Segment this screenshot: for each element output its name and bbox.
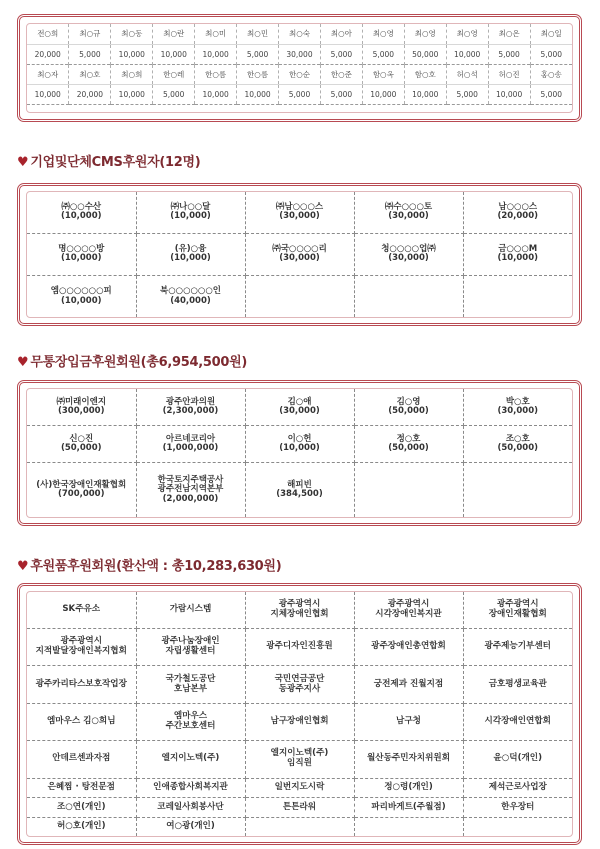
donor-cell [463, 389, 572, 425]
cms-donors-table [27, 192, 572, 317]
donor-name: 신○진 [69, 433, 94, 444]
sponsor-name: 광주광역시 지체장애인협회 [245, 592, 354, 628]
sponsor-name: 파리바게트(주월점) [354, 798, 463, 818]
donor-name-row [27, 24, 572, 44]
sponsor-name: 월산동주민자치위원회 [354, 741, 463, 778]
donor-name: 한○준 [320, 64, 362, 84]
donor-cell [354, 425, 463, 462]
sponsor-row [27, 817, 572, 836]
sponsor-name: 윤○덕(개인) [463, 741, 572, 778]
donor-amount: (10,000) [60, 211, 102, 222]
donor-cell [354, 233, 463, 275]
donor-cell [27, 389, 136, 425]
sponsor-row [27, 798, 572, 818]
donor-name: 정○호 [396, 433, 421, 444]
sponsor-name: 남구장애인협회 [245, 703, 354, 740]
sponsor-name: 남구청 [354, 703, 463, 740]
donor-amount: (2,300,000) [162, 405, 219, 416]
sponsor-name: 광주제능기부센터 [463, 628, 572, 665]
donor-amount: (1,000,000) [162, 443, 219, 454]
donor-name: 최○민 [237, 24, 279, 44]
donor-amount: 5,000 [530, 84, 572, 104]
sponsor-name: 여○광(개인) [136, 817, 245, 836]
donor-amount: 5,000 [320, 84, 362, 104]
donor-cell [27, 463, 136, 517]
sponsor-row [27, 741, 572, 778]
donor-name: 전○희 [37, 29, 59, 39]
sponsor-name: 은혜찜 · 탕전문점 [27, 778, 136, 798]
goods-donors-box [17, 583, 582, 845]
donor-amount: 30,000 [279, 44, 321, 64]
cms-donors-box [17, 183, 582, 326]
donor-name: (유)○융 [174, 244, 207, 255]
donor-name: 북○○○○○○인 [160, 286, 221, 297]
donor-amount: 10,000 [111, 84, 153, 104]
sponsor-name: 코레일사회봉사단 [136, 798, 245, 818]
donor-amount: (10,000) [60, 253, 102, 264]
sponsor-name: 일번지도시락 [245, 778, 354, 798]
donor-amount: 5,000 [530, 44, 572, 64]
donor-amount: (30,000) [279, 211, 320, 222]
sponsor-row [27, 666, 572, 703]
individual-donors-inner [26, 23, 573, 113]
donor-cell [354, 389, 463, 425]
donor-cell [245, 233, 354, 275]
donor-cell [136, 425, 245, 462]
donor-name: 최○희 [111, 64, 153, 84]
sponsor-name: 광주카리타스보호작업장 [27, 666, 136, 703]
donor-name: 이○헌 [287, 433, 312, 444]
donor-name: (사)한국장애인재활협회 [36, 479, 127, 490]
goods-donors-inner [26, 591, 573, 837]
sponsor-name: 시각장애인연합회 [463, 703, 572, 740]
donor-cell [245, 425, 354, 462]
donor-amount: (10,000) [497, 253, 539, 264]
sponsor-name [245, 817, 354, 836]
sponsor-name: 엘지이노텍(주) 임직원 [245, 741, 354, 778]
donor-name: 최○동 [111, 24, 153, 44]
donor-amount: 50,000 [404, 44, 446, 64]
sponsor-row [27, 778, 572, 798]
donor-name: 광주안과의원 [165, 396, 216, 407]
sponsor-name: 금호평생교육관 [463, 666, 572, 703]
section-title: 기업및단체CMS후원자(12명) [30, 155, 201, 170]
donor-cell [354, 192, 463, 233]
donor-amount: 10,000 [488, 84, 530, 104]
donor-amount: (50,000) [497, 443, 539, 454]
donor-name: 함○호 [404, 64, 446, 84]
donor-row [27, 425, 572, 462]
donor-amount: (50,000) [388, 443, 429, 454]
donor-amount: (30,000) [388, 211, 429, 222]
donor-amount: (384,500) [276, 489, 323, 500]
donor-name: 허○석 [446, 64, 488, 84]
sponsor-name: 엠마우스 김○희님 [27, 703, 136, 740]
donor-amount: (30,000) [497, 405, 539, 416]
donor-name: ㈜미래이엔지 [56, 396, 107, 407]
donor-cell [27, 233, 136, 275]
donor-amount-row [27, 84, 572, 104]
sponsor-name: 궁전제과 진월지점 [354, 666, 463, 703]
section-heading-cms [17, 151, 200, 170]
bank-donors-inner [26, 388, 573, 518]
donor-amount: 5,000 [237, 44, 279, 64]
sponsor-name: 국가철도공단 호남본부 [136, 666, 245, 703]
sponsor-name: 엘지이노텍(주) [136, 741, 245, 778]
donor-name: 청○○○○업㈜ [381, 244, 436, 255]
donor-amount: (300,000) [58, 405, 105, 416]
donor-cell [245, 463, 354, 517]
donor-cell [136, 389, 245, 425]
donor-amount: (50,000) [388, 405, 429, 416]
donor-cell [136, 463, 245, 517]
individual-donors-table [27, 24, 572, 105]
bank-donors-box [17, 380, 582, 526]
sponsor-row [27, 628, 572, 665]
donor-cell [27, 425, 136, 462]
sponsor-name: 허○호(개인) [27, 817, 136, 836]
donor-name: 최○영 [404, 24, 446, 44]
goods-donors-table [27, 592, 572, 836]
donor-name: 해피빈 [287, 479, 312, 490]
section-heading-bank [17, 351, 247, 370]
donor-amount: 10,000 [195, 44, 237, 64]
donor-cell [136, 276, 245, 317]
donor-name: ㈜국○○○○리 [272, 244, 327, 255]
sponsor-name: 광주나눔장애인 자립생활센터 [136, 628, 245, 665]
sponsor-name: 광주광역시 장애인재활협회 [463, 592, 572, 628]
section-title: 후원품후원회원(환산액 : 총10,283,630원) [30, 559, 282, 574]
sponsor-row [27, 592, 572, 628]
sponsor-name: 안데르센과자점 [27, 741, 136, 778]
donor-amount: 20,000 [69, 84, 111, 104]
donor-cell [27, 276, 136, 317]
donor-cell [245, 276, 354, 317]
donor-name: 아르네코리아 [165, 433, 216, 444]
donor-cell [463, 425, 572, 462]
donor-amount: 10,000 [111, 44, 153, 64]
donor-amount: (2,000,000) [162, 493, 219, 504]
donor-amount: 5,000 [320, 44, 362, 64]
section-title: 무통장입금후원회원(총6,954,500원) [30, 355, 247, 370]
section-heading-goods [17, 555, 281, 574]
sponsor-name: 제석근로사업장 [463, 778, 572, 798]
donor-amount: (30,000) [279, 405, 320, 416]
donor-name: 허○진 [488, 64, 530, 84]
donor-cell [463, 463, 572, 517]
bank-donors-table [27, 389, 572, 517]
donor-name: 김○애 [287, 396, 312, 407]
donor-name: 최○호 [69, 64, 111, 84]
donor-amount: (10,000) [170, 211, 211, 222]
donor-name-row [27, 64, 572, 84]
donor-amount: 10,000 [362, 84, 404, 104]
donor-amount: 5,000 [153, 84, 195, 104]
donor-amount: 10,000 [195, 84, 237, 104]
sponsor-name [354, 817, 463, 836]
donor-cell [463, 233, 572, 275]
donor-row [27, 276, 572, 317]
donor-cell [136, 192, 245, 233]
donor-name: 한○순 [279, 64, 321, 84]
donor-name: 한국토지주택공사 광주전남지역본부 [157, 475, 224, 495]
donor-name: 한○름 [237, 64, 279, 84]
donor-amount: 5,000 [69, 44, 111, 64]
donor-name: 조○호 [505, 433, 530, 444]
donor-name: 명○○○○방 [58, 244, 105, 255]
donor-amount: (10,000) [60, 295, 102, 306]
sponsor-name: 한우장터 [463, 798, 572, 818]
heart-icon: ♥ [17, 355, 29, 370]
donor-amount: (10,000) [170, 253, 211, 264]
sponsor-name: 광주장애인총연합회 [354, 628, 463, 665]
donor-amount: (10,000) [279, 443, 320, 454]
sponsor-name: 가람시스템 [136, 592, 245, 628]
sponsor-name: 광주디자인진흥원 [245, 628, 354, 665]
donor-amount: 20,000 [27, 44, 69, 64]
donor-name: 최○미 [195, 24, 237, 44]
donor-name: ㈜나○○달 [170, 202, 211, 213]
sponsor-name: 광주광역시 시각장애인복지관 [354, 592, 463, 628]
donor-amount-row [27, 44, 572, 64]
donor-amount: (20,000) [497, 211, 539, 222]
donor-name: 최○자 [27, 64, 69, 84]
donor-amount: (50,000) [60, 443, 102, 454]
donor-row [27, 233, 572, 275]
donor-row [27, 389, 572, 425]
donor-amount: 5,000 [279, 84, 321, 104]
heart-icon: ♥ [17, 155, 29, 170]
donor-amount: 10,000 [153, 44, 195, 64]
donor-name: 함○옥 [362, 64, 404, 84]
donor-amount: 5,000 [446, 84, 488, 104]
donor-name: 최○온 [488, 24, 530, 44]
donor-name: 엠○○○○○○피 [50, 286, 112, 297]
donor-name: ㈜수○○○토 [384, 202, 433, 213]
donor-name: 최○영 [446, 24, 488, 44]
donor-name: 김○영 [396, 396, 421, 407]
donor-name: ㈜남○○○스 [275, 202, 324, 213]
donor-amount: 10,000 [446, 44, 488, 64]
sponsor-name: 정○령(개인) [354, 778, 463, 798]
donor-name: 한○름 [195, 64, 237, 84]
sponsor-name: 튼튼라워 [245, 798, 354, 818]
donor-name: 최○영 [362, 24, 404, 44]
donor-cell [463, 192, 572, 233]
individual-donors-box [17, 14, 582, 122]
donor-name: 최○규 [69, 24, 111, 44]
cms-donors-inner [26, 191, 573, 318]
donor-name: 최○란 [153, 24, 195, 44]
donor-row [27, 192, 572, 233]
sponsor-name: SK주유소 [27, 592, 136, 628]
donor-name: 한○레 [153, 64, 195, 84]
sponsor-name: 인애종합사회복지관 [136, 778, 245, 798]
sponsor-row [27, 703, 572, 740]
donor-name: 박○호 [505, 396, 530, 407]
donor-cell [27, 192, 136, 233]
donor-amount: (40,000) [170, 295, 211, 306]
donor-name: 최○아 [320, 24, 362, 44]
donor-row [27, 463, 572, 517]
donor-name: 최○일 [530, 24, 572, 44]
donor-cell [354, 463, 463, 517]
donor-cell [354, 276, 463, 317]
sponsor-name [463, 817, 572, 836]
donor-amount: (30,000) [388, 253, 429, 264]
donor-amount: 10,000 [237, 84, 279, 104]
donor-amount: 5,000 [488, 44, 530, 64]
heart-icon: ♥ [17, 559, 29, 574]
donor-cell [245, 389, 354, 425]
donor-amount: 10,000 [404, 84, 446, 104]
donor-amount: 5,000 [362, 44, 404, 64]
donor-cell [245, 192, 354, 233]
donor-name: 홍○송 [530, 64, 572, 84]
donor-cell [136, 233, 245, 275]
donor-name: ㈜○○수산 [61, 202, 102, 213]
sponsor-name: 광주광역시 지적발달장애인복지협회 [27, 628, 136, 665]
sponsor-name: 엠마우스 주간보호센터 [136, 703, 245, 740]
donor-name: 최○숙 [279, 24, 321, 44]
sponsor-name: 조○연(개인) [27, 798, 136, 818]
donor-amount: 10,000 [27, 84, 69, 104]
donor-amount: (30,000) [279, 253, 320, 264]
donor-amount: (700,000) [58, 489, 105, 500]
donor-name: 금○○○M [498, 244, 538, 255]
donor-name: 남○○○스 [498, 202, 538, 213]
donor-cell [463, 276, 572, 317]
sponsor-name: 국민연금공단 동광주지사 [245, 666, 354, 703]
